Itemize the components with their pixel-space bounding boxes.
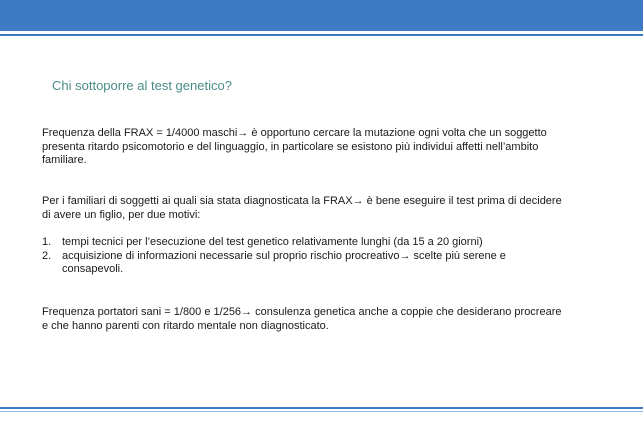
header-band (0, 0, 643, 31)
paragraph-text: Frequenza della FRAX = 1/4000 maschi→ è opportuno cercare la mutazione ogni volta che un soggetto presenta ritardo psicomotorio e del linguaggio, in particolare se esistono più individui affetti nell’ambito familiare. (42, 127, 547, 166)
paragraph-text: Per i familiari di soggetti ai quali sia stata diagnosticata la FRAX→ è bene eseguire il test prima di decidere di avere un figlio, per due motivi: (42, 195, 562, 221)
list-number: 1. (42, 236, 52, 248)
list-number: 2. (42, 249, 52, 262)
header-divider (0, 34, 643, 36)
footer-divider-thin (0, 411, 643, 412)
paragraph-frax-frequency (42, 127, 562, 168)
list-text: tempi tecnici per l’esecuzione del test genetico relativamente lunghi (da 15 a 20 giorni) (62, 236, 483, 248)
slide-title: Chi sottoporre al test genetico? (52, 78, 232, 93)
paragraph-text: Frequenza portatori sani = 1/800 e 1/256→ consulenza genetica anche a coppie che desiderano procreare e che hanno parenti con ritardo mentale non diagnosticato. (42, 306, 562, 332)
footer-divider (0, 407, 643, 409)
paragraph-carriers (42, 306, 562, 333)
list-item (42, 250, 562, 277)
reasons-list (42, 236, 562, 277)
list-text: acquisizione di informazioni necessarie sul proprio rischio procreativo→ scelte più serene e consapevoli. (62, 249, 506, 275)
paragraph-family-testing (42, 195, 562, 222)
list-item (42, 236, 562, 250)
